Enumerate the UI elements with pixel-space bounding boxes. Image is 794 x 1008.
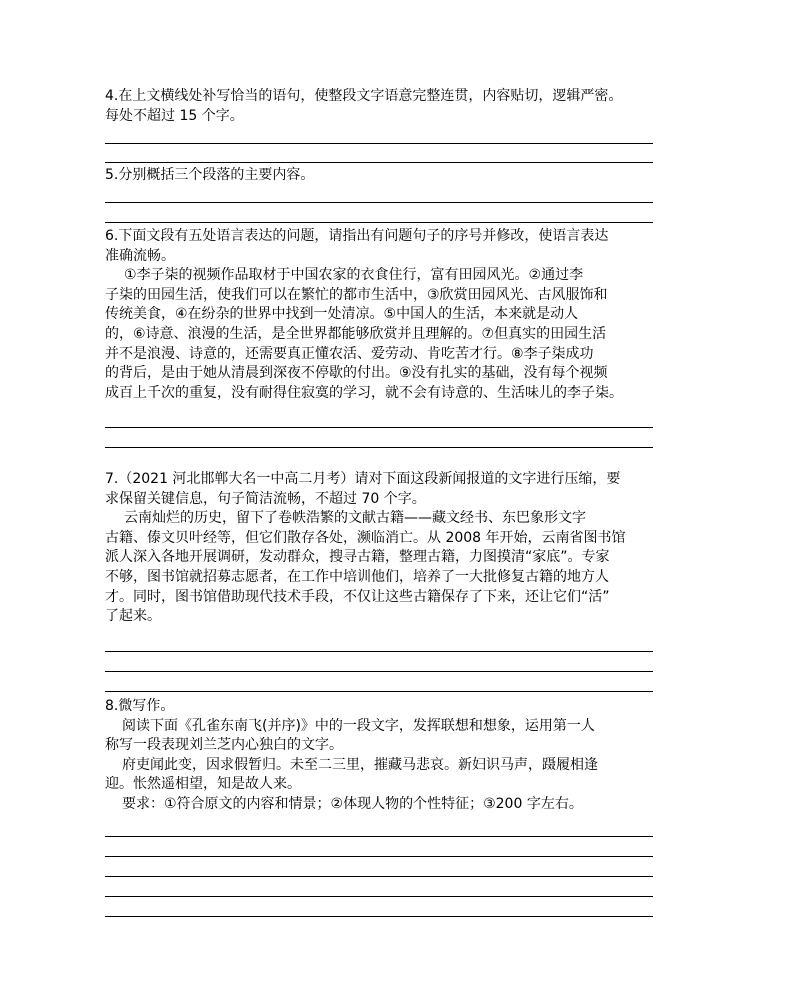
answer-line[interactable] bbox=[105, 162, 653, 163]
q7-passage-line: 古籍、傣文贝叶经等，但它们散存各处，濒临消亡。从 2008 年开始，云南省图书馆 bbox=[105, 529, 626, 546]
answer-line[interactable] bbox=[105, 222, 653, 223]
question-7 bbox=[105, 470, 665, 627]
q8-line-2: 阅读下面《孔雀东南飞(并序)》中的一段文字，发挥联想和想象，运用第一人 bbox=[122, 717, 595, 734]
answer-line[interactable] bbox=[105, 651, 653, 652]
q6-passage-line: 的，⑥诗意、浪漫的生活，是全世界都能够欣赏并且理解的。⑦但真实的田园生活 bbox=[105, 325, 607, 342]
q7-line-1: 7.（2021 河北邯郸大名一中高二月考）请对下面这段新闻报道的文字进行压缩，要 bbox=[105, 471, 621, 487]
q8-line-3: 称写一段表现刘兰芝内心独白的文字。 bbox=[105, 737, 343, 754]
q7-passage-line: 了起来。 bbox=[105, 608, 161, 625]
answer-line[interactable] bbox=[105, 896, 653, 897]
answer-line[interactable] bbox=[105, 143, 653, 144]
q6-line-1: 6.下面文段有五处语言表达的问题，请指出有问题句子的序号并修改，使语言表达 bbox=[105, 228, 609, 244]
q8-poem-line: 府吏闻此变，因求假暂归。未至二三里，摧藏马悲哀。新妇识马声，蹑履相逢 bbox=[122, 756, 598, 773]
q7-passage-line: 云南灿烂的历史，留下了卷帙浩繁的文献古籍——藏文经书、东巴象形文字 bbox=[124, 510, 586, 527]
answer-line[interactable] bbox=[105, 671, 653, 672]
answer-line[interactable] bbox=[105, 916, 653, 917]
question-8 bbox=[105, 697, 665, 815]
question-6 bbox=[105, 227, 665, 403]
q6-passage-line: ①李子柒的视频作品取材于中国农家的衣食住行，富有田园风光。②通过李 bbox=[124, 267, 584, 284]
question-4 bbox=[105, 87, 665, 126]
q5-line-1: 5.分别概括三个段落的主要内容。 bbox=[105, 167, 315, 183]
answer-line[interactable] bbox=[105, 427, 653, 428]
question-5 bbox=[105, 166, 665, 186]
q8-line-1: 8.微写作。 bbox=[105, 698, 175, 714]
answer-line[interactable] bbox=[105, 202, 653, 203]
q6-passage-line: 子柒的田园生活，使我们可以在繁忙的都市生活中，③欣赏田园风光、古风服饰和 bbox=[105, 286, 608, 303]
q4-line-1: 4.在上文横线处补写恰当的语句，使整段文字语意完整连贯，内容贴切，逻辑严密。 bbox=[105, 88, 623, 104]
answer-line[interactable] bbox=[105, 447, 653, 448]
q8-poem-line: 迎。怅然遥相望，知是故人来。 bbox=[105, 776, 301, 793]
answer-line[interactable] bbox=[105, 856, 653, 857]
q6-passage-line: 传统美食，④在纷杂的世界中找到一处清凉。⑤中国人的生活，本来就是动人 bbox=[105, 306, 579, 323]
answer-line[interactable] bbox=[105, 691, 653, 692]
q7-passage-line: 才。同时，图书馆借助现代技术手段，不仅让这些古籍保存了下来，还让它们“活” bbox=[105, 588, 610, 605]
q6-passage-line: 成百上千次的重复，没有耐得住寂寞的学习，就不会有诗意的、生活味儿的李子柒。 bbox=[105, 384, 623, 401]
answer-line[interactable] bbox=[105, 836, 653, 837]
q4-line-2: 每处不超过 15 个字。 bbox=[105, 107, 244, 124]
q8-requirements: 要求：①符合原文的内容和情景；②体现人物的个性特征；③200 字左右。 bbox=[122, 795, 583, 812]
q7-passage-line: 派人深入各地开展调研，发动群众，搜寻古籍，整理古籍，力图摸清“家底”。专家 bbox=[105, 549, 610, 566]
q7-line-2: 求保留关键信息，句子简洁流畅，不超过 70 个字。 bbox=[105, 490, 426, 507]
q7-passage-line: 不够，图书馆就招募志愿者，在工作中培训他们，培养了一大批修复古籍的地方人 bbox=[105, 568, 609, 585]
q6-line-2: 准确流畅。 bbox=[105, 247, 175, 264]
q6-passage-line: 并不是浪漫、诗意的，还需要真正懂农活、爱劳动、肯吃苦才行。⑧李子柒成功 bbox=[105, 345, 594, 362]
answer-line[interactable] bbox=[105, 876, 653, 877]
q6-passage-line: 的背后，是由于她从清晨到深夜不停歇的付出。⑨没有扎实的基础，没有每个视频 bbox=[105, 365, 608, 382]
